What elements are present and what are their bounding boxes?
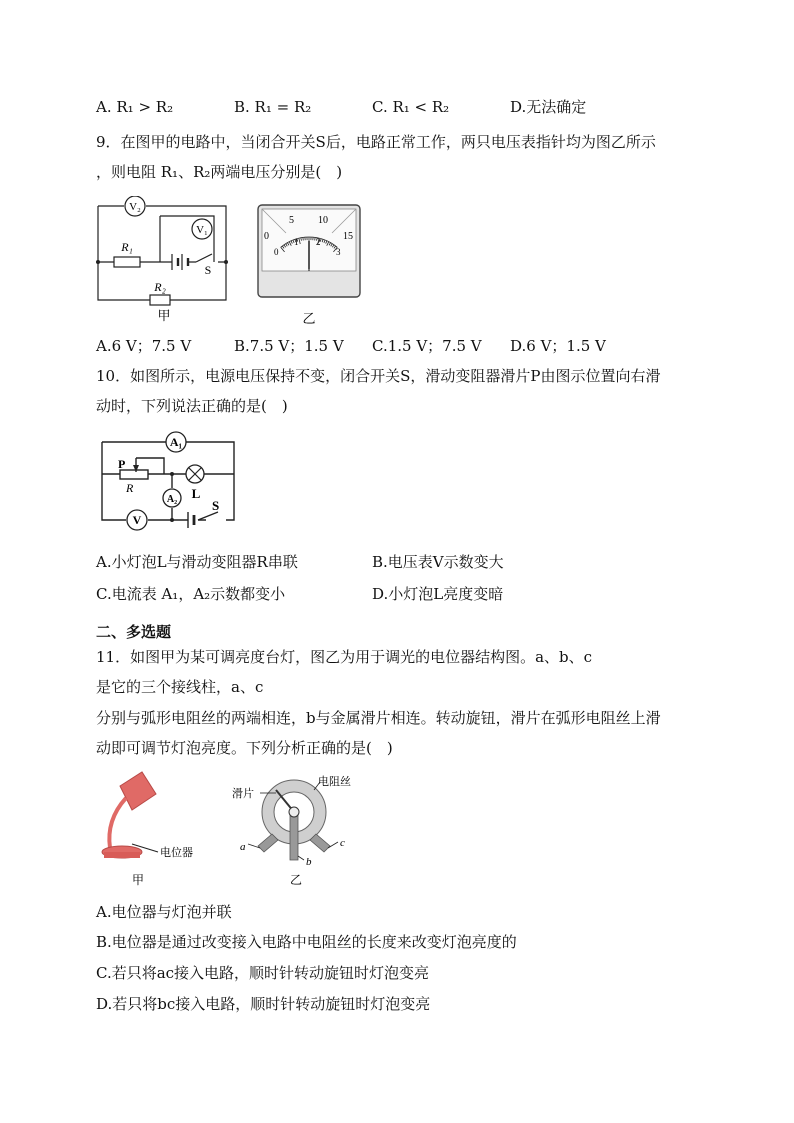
s-label: S xyxy=(212,498,220,513)
q8-option-a: A. R₁ > R₂ xyxy=(96,98,174,116)
top-tick-15: 15 xyxy=(343,231,353,242)
slider-label: 滑片 xyxy=(232,788,254,800)
v1-label: V₁ xyxy=(196,224,208,236)
section-title-multiple-choice: 二、多选题 xyxy=(96,623,172,641)
q9-option-a: A.6 V；7.5 V xyxy=(96,337,192,355)
q11-option-c: C.若只将ac接入电路，顺时针转动旋钮时灯泡变亮 xyxy=(96,964,430,982)
q8-option-c: C. R₁ < R₂ xyxy=(372,98,450,116)
bottom-tick-3: 3 xyxy=(336,247,341,257)
terminal-b-label: b xyxy=(306,856,312,868)
p-label: P xyxy=(118,457,126,471)
q11-stem-line4: 动即可调节灯泡亮度。下列分析正确的是( ) xyxy=(96,739,393,757)
terminal-c-label: c xyxy=(340,837,345,849)
q10-stem-line1: 10．如图所示，电源电压保持不变，闭合开关S，滑动变阻器滑片P由图示位置向右滑 xyxy=(96,367,661,385)
a1-label: A₁ xyxy=(169,435,183,449)
top-tick-5: 5 xyxy=(289,215,294,226)
fig-caption-jia: 甲 xyxy=(131,873,145,887)
lamp-l xyxy=(186,465,204,483)
q11-desk-lamp-figure xyxy=(96,768,216,890)
dial-tick xyxy=(301,238,302,241)
fig-caption-jia: 甲 xyxy=(157,308,171,323)
q11-stem-line1: 11．如图甲为某可调亮度台灯，图乙为用于调光的电位器结构图。a、b、c xyxy=(96,648,593,666)
bottom-tick-1: 1 xyxy=(294,237,299,247)
q9-option-b: B.7.5 V；1.5 V xyxy=(234,337,344,355)
q9-circuit-diagram xyxy=(94,196,234,326)
fig-caption-yi: 乙 xyxy=(289,873,303,887)
potentiometer-label: 电位器 xyxy=(160,847,193,859)
v-label: V xyxy=(132,513,142,527)
top-tick-0: 0 xyxy=(264,231,269,242)
r2-label: R₂ xyxy=(154,280,166,294)
q11-option-b: B.电位器是通过改变接入电路中电阻丝的长度来改变灯泡亮度的 xyxy=(96,933,517,951)
q10-circuit-diagram xyxy=(96,428,241,538)
q11-stem-line2: 是它的三个接线柱，a、c xyxy=(96,678,264,696)
q11-option-a: A.电位器与灯泡并联 xyxy=(96,903,232,921)
q8-option-b: B. R₁ = R₂ xyxy=(234,98,312,116)
a2-label: A₂ xyxy=(166,494,178,505)
q9-option-d: D.6 V；1.5 V xyxy=(510,337,606,355)
q10-option-a: A.小灯泡L与滑动变阻器R串联 xyxy=(96,553,298,571)
q10-stem-line2: 动时，下列说法正确的是( ) xyxy=(96,397,288,415)
q9-voltmeter-dial xyxy=(256,203,366,329)
switch-s xyxy=(196,254,212,262)
q11-potentiometer-structure xyxy=(228,768,368,890)
resistance-wire-label: 电阻丝 xyxy=(318,776,351,788)
bottom-tick-0: 0 xyxy=(274,247,279,257)
r1-resistor xyxy=(114,257,140,267)
switch-label: S xyxy=(204,263,212,277)
q10-option-b: B.电压表V示数变大 xyxy=(372,553,504,571)
top-tick-10: 10 xyxy=(318,215,328,226)
q10-option-d: D.小灯泡L亮度变暗 xyxy=(372,585,504,603)
v2-label: V₂ xyxy=(129,201,141,213)
q11-option-d: D.若只将bc接入电路，顺时针转动旋钮时灯泡变亮 xyxy=(96,995,431,1013)
q9-option-c: C.1.5 V；7.5 V xyxy=(372,337,482,355)
q8-option-d: D.无法确定 xyxy=(510,98,587,116)
r1-label: R₁ xyxy=(121,240,133,254)
q10-option-c: C.电流表 A₁，A₂示数都变小 xyxy=(96,585,286,603)
terminal-a-label: a xyxy=(240,841,246,853)
fig-caption-yi: 乙 xyxy=(302,311,316,326)
q11-stem-line3: 分别与弧形电阻丝的两端相连，b与金属滑片相连。转动旋钮，滑片在弧形电阻丝上滑 xyxy=(96,709,661,727)
bottom-tick-2: 2 xyxy=(316,237,321,247)
q9-stem-line2: ，则电阻 R₁、R₂两端电压分别是( ) xyxy=(96,163,343,181)
r2-resistor xyxy=(150,295,170,305)
r-label: R xyxy=(126,481,134,495)
l-label: L xyxy=(191,486,201,501)
q9-stem-line1: 9．在图甲的电路中，当闭合开关S后，电路正常工作，两只电压表指针均为图乙所示 xyxy=(96,133,656,151)
